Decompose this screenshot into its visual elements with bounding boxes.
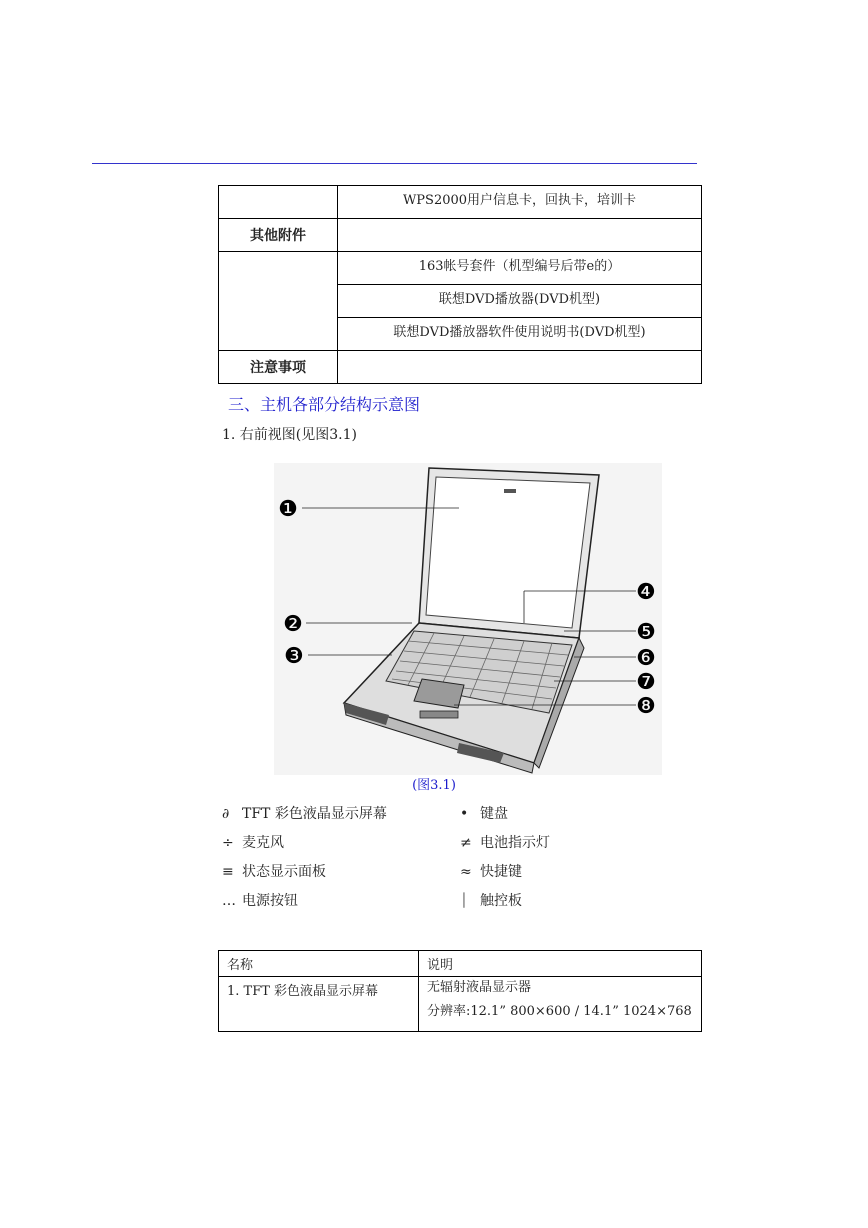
row-value: 联想DVD播放器软件使用说明书(DVD机型): [338, 318, 702, 351]
legend-item: [222, 803, 387, 823]
legend-item: [222, 832, 284, 852]
legend-text: 键盘: [480, 806, 508, 822]
table-header-row: [219, 951, 702, 977]
row-value: 163帐号套件（机型编号后带e的）: [338, 252, 702, 285]
row-value: WPS2000用户信息卡，回执卡，培训卡: [338, 186, 702, 219]
legend-text: 触控板: [480, 893, 522, 909]
spec-description: [419, 977, 702, 1032]
column-header: 名称: [219, 951, 419, 977]
callout-4: ❹: [636, 580, 656, 605]
callout-2: ❷: [283, 612, 303, 637]
callout-6: ❻: [636, 646, 656, 671]
callout-5: ❺: [636, 620, 656, 645]
legend-symbol: ≈: [460, 864, 472, 880]
table-row: [219, 351, 702, 384]
legend-symbol: …: [222, 893, 236, 909]
figure-reference: 1. 右前视图(见图3.1): [222, 427, 357, 443]
row-label: 注意事项: [219, 351, 338, 384]
legend-symbol: ÷: [222, 835, 234, 851]
figure-caption: (图3.1): [412, 778, 456, 793]
legend-text: 电源按钮: [242, 893, 298, 909]
spec-line: 分辨率:12.1” 800×600 / 14.1” 1024×768: [427, 1004, 692, 1019]
spec-line: 无辐射液晶显示器: [427, 980, 532, 995]
legend-item: [460, 861, 522, 881]
legend-symbol: ≠: [460, 835, 472, 851]
spec-name: 1. TFT 彩色液晶显示屏幕: [219, 977, 419, 1032]
legend-text: 快捷键: [480, 864, 522, 880]
legend-symbol: ∂: [222, 806, 230, 822]
row-label: 其他附件: [219, 219, 338, 252]
legend-item: [460, 890, 522, 910]
section-title: 三、主机各部分结构示意图: [228, 395, 421, 414]
table-row: [219, 186, 702, 219]
callout-7: ❼: [636, 670, 656, 695]
callout-1: ❶: [278, 497, 298, 522]
row-value: [338, 351, 702, 384]
header-rule: [92, 163, 697, 164]
table-row: [219, 252, 702, 285]
legend-symbol: ≡: [222, 864, 234, 880]
legend-symbol: ⏐: [460, 893, 468, 909]
component-legend: [222, 803, 642, 919]
callout-8: ❽: [636, 694, 656, 719]
legend-text: 电池指示灯: [480, 835, 550, 851]
legend-row: [222, 832, 642, 861]
legend-row: [222, 890, 642, 919]
row-value: [338, 219, 702, 252]
row-label: [219, 252, 338, 351]
callout-3: ❸: [284, 644, 304, 669]
row-label: [219, 186, 338, 219]
legend-text: 状态显示面板: [242, 864, 326, 880]
legend-item: [222, 890, 298, 910]
legend-row: [222, 803, 642, 832]
accessories-table: [218, 185, 702, 384]
table-row: [219, 977, 702, 1032]
legend-item: [460, 803, 508, 823]
legend-item: [460, 832, 550, 852]
column-header: 说明: [419, 951, 702, 977]
spec-table: [218, 950, 702, 1032]
legend-item: [222, 861, 326, 881]
legend-text: 麦克风: [242, 835, 284, 851]
table-row: [219, 219, 702, 252]
legend-text: TFT 彩色液晶显示屏幕: [242, 806, 387, 822]
row-value: 联想DVD播放器(DVD机型): [338, 285, 702, 318]
laptop-illustration: [274, 463, 662, 775]
legend-row: [222, 861, 642, 890]
legend-symbol: •: [460, 806, 469, 822]
